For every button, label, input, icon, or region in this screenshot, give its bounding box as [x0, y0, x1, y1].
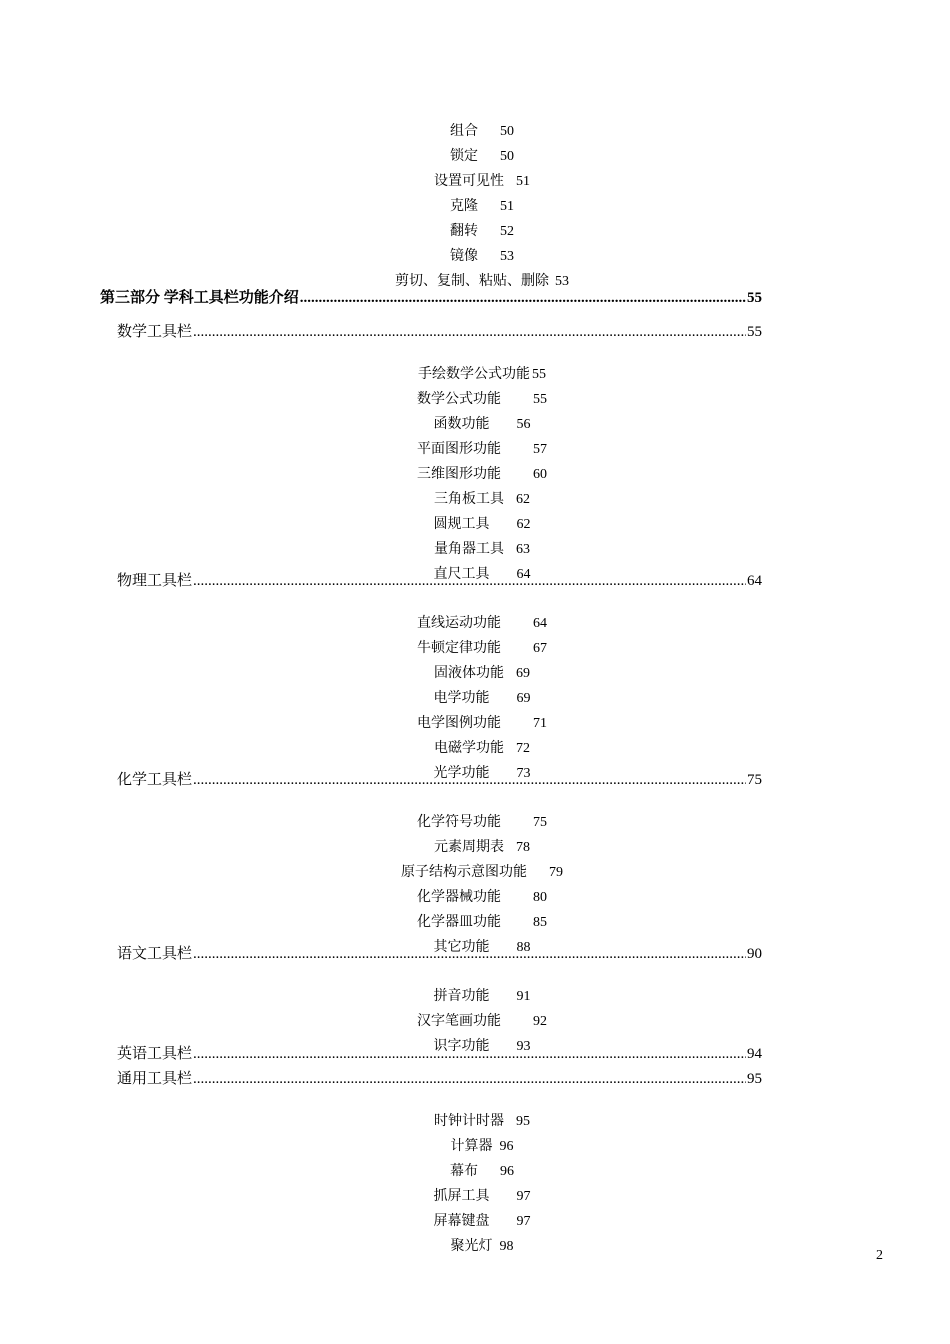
toc-subitem-page: 69	[516, 691, 531, 706]
toc-subitem-title: 剪切、复制、粘贴、删除	[395, 274, 549, 289]
toc-subitem-title: 拼音功能	[433, 989, 490, 1004]
toc-subitem-title: 幕布	[450, 1164, 478, 1179]
toc-subitem-page: 73	[516, 766, 531, 781]
toc-subitem-page: 92	[533, 1014, 547, 1029]
toc-subitem-page: 53	[555, 274, 569, 289]
toc-section-page: 64	[747, 573, 762, 589]
toc-subitem-page: 51	[500, 199, 514, 214]
dot-leader	[193, 571, 746, 591]
toc-subitem-page: 50	[500, 124, 514, 139]
toc-subitem-title: 直尺工具	[433, 567, 490, 582]
toc-part-title: 第三部分 学科工具栏功能介绍	[100, 290, 299, 306]
toc-subitem-title: 聚光灯	[450, 1239, 493, 1254]
toc-subitem-page: 64	[533, 616, 547, 631]
toc-section-page: 95	[747, 1071, 762, 1087]
toc-subitem-title: 计算器	[450, 1139, 493, 1154]
toc-subitem-page: 93	[516, 1039, 531, 1054]
toc-subitem-page: 79	[549, 865, 563, 880]
toc-subitem-title: 电学图例功能	[417, 716, 501, 731]
toc-subitem-page: 63	[516, 542, 530, 557]
toc-section-page: 55	[747, 324, 762, 340]
toc-part-heading[interactable]	[100, 288, 762, 308]
dot-leader	[193, 944, 746, 964]
toc-section-title: 通用工具栏	[117, 1071, 193, 1087]
toc-subitem-page: 75	[533, 815, 547, 830]
toc-section-math[interactable]	[117, 322, 762, 342]
toc-subitem-title: 牛顿定律功能	[417, 641, 501, 656]
toc-subitem-title: 手绘数学公式功能	[418, 367, 530, 382]
toc-section-title: 语文工具栏	[117, 946, 193, 962]
toc-section-chemistry[interactable]	[117, 770, 762, 790]
toc-subitem-page: 78	[516, 840, 530, 855]
toc-subitem-page: 55	[532, 367, 546, 382]
toc-section-english[interactable]	[117, 1044, 762, 1064]
toc-subitem-title: 克隆	[450, 199, 478, 214]
toc-subitem-page: 88	[516, 940, 531, 955]
toc-subitem-title: 镜像	[450, 249, 478, 264]
toc-subitem-page: 97	[516, 1189, 531, 1204]
toc-subitem-title: 平面图形功能	[417, 442, 501, 457]
page-number: 2	[876, 1248, 883, 1263]
toc-subitem-page: 91	[516, 989, 531, 1004]
toc-section-title: 英语工具栏	[117, 1046, 193, 1062]
dot-leader	[193, 1044, 746, 1064]
toc-subitem-page: 62	[516, 517, 531, 532]
toc-subitem-title: 其它功能	[433, 940, 490, 955]
toc-section-page: 75	[747, 772, 762, 788]
toc-subitem-page: 69	[516, 666, 530, 681]
toc-subitem-page: 67	[533, 641, 547, 656]
toc-subitem-title: 锁定	[450, 149, 478, 164]
dot-leader	[193, 1069, 746, 1089]
toc-subitem-title: 三角板工具	[434, 492, 504, 507]
dot-leader	[300, 288, 746, 308]
toc-subitem-page: 51	[516, 174, 530, 189]
toc-subitem[interactable]	[0, 1220, 950, 1274]
toc-subitem-page: 80	[533, 890, 547, 905]
toc-subitem-title: 化学器皿功能	[417, 915, 501, 930]
toc-subitem-page: 64	[516, 567, 531, 582]
toc-subitem-title: 时钟计时器	[434, 1114, 504, 1129]
toc-subitem-page: 60	[533, 467, 547, 482]
toc-subitem-page: 56	[516, 417, 531, 432]
dot-leader	[193, 770, 746, 790]
toc-subitem-title: 翻转	[450, 224, 478, 239]
toc-subitem-page: 62	[516, 492, 530, 507]
toc-section-chinese[interactable]	[117, 944, 762, 964]
toc-subitem-page: 71	[533, 716, 547, 731]
toc-section-physics[interactable]	[117, 571, 762, 591]
dot-leader	[193, 322, 746, 342]
toc-section-page: 90	[747, 946, 762, 962]
toc-subitem-page: 52	[500, 224, 514, 239]
toc-subitem-page: 97	[516, 1214, 531, 1229]
toc-subitem-page: 85	[533, 915, 547, 930]
toc-subitem-title: 数学公式功能	[417, 392, 501, 407]
toc-section-general[interactable]	[117, 1069, 762, 1089]
toc-subitem-title: 汉字笔画功能	[417, 1014, 501, 1029]
toc-subitem-title: 元素周期表	[434, 840, 504, 855]
toc-section-title: 数学工具栏	[117, 324, 193, 340]
toc-subitem-title: 固液体功能	[434, 666, 504, 681]
toc-subitem-title: 组合	[450, 124, 478, 139]
toc-subitem-title: 识字功能	[433, 1039, 490, 1054]
toc-subitem-title: 屏幕键盘	[433, 1214, 490, 1229]
toc-subitem-title: 光学功能	[433, 766, 490, 781]
toc-subitem-title: 圆规工具	[433, 517, 490, 532]
toc-section-title: 化学工具栏	[117, 772, 193, 788]
toc-subitem-page: 96	[499, 1139, 514, 1154]
toc-subitem-title: 三维图形功能	[417, 467, 501, 482]
toc-subitem-title: 函数功能	[433, 417, 490, 432]
toc-subitem-title: 量角器工具	[434, 542, 504, 557]
toc-subitem-page: 98	[499, 1239, 514, 1254]
toc-subitem-title: 设置可见性	[434, 174, 504, 189]
toc-subitem-title: 直线运动功能	[417, 616, 501, 631]
toc-subitem-title: 电学功能	[433, 691, 490, 706]
toc-subitem-page: 95	[516, 1114, 530, 1129]
toc-subitem-page: 55	[533, 392, 547, 407]
toc-subitem-title: 原子结构示意图功能	[401, 865, 527, 880]
toc-subitem-title: 电磁学功能	[434, 741, 504, 756]
toc-subitem-page: 57	[533, 442, 547, 457]
toc-part-page: 55	[747, 290, 762, 306]
toc-subitem-page: 50	[500, 149, 514, 164]
toc-subitem-title: 化学器械功能	[417, 890, 501, 905]
toc-subitem-page: 72	[516, 741, 530, 756]
toc-subitem-page: 96	[500, 1164, 514, 1179]
toc-subitem-title: 化学符号功能	[417, 815, 501, 830]
toc-subitem-page: 53	[500, 249, 514, 264]
toc-subitem-title: 抓屏工具	[433, 1189, 490, 1204]
toc-section-page: 94	[747, 1046, 762, 1062]
toc-section-title: 物理工具栏	[117, 573, 193, 589]
